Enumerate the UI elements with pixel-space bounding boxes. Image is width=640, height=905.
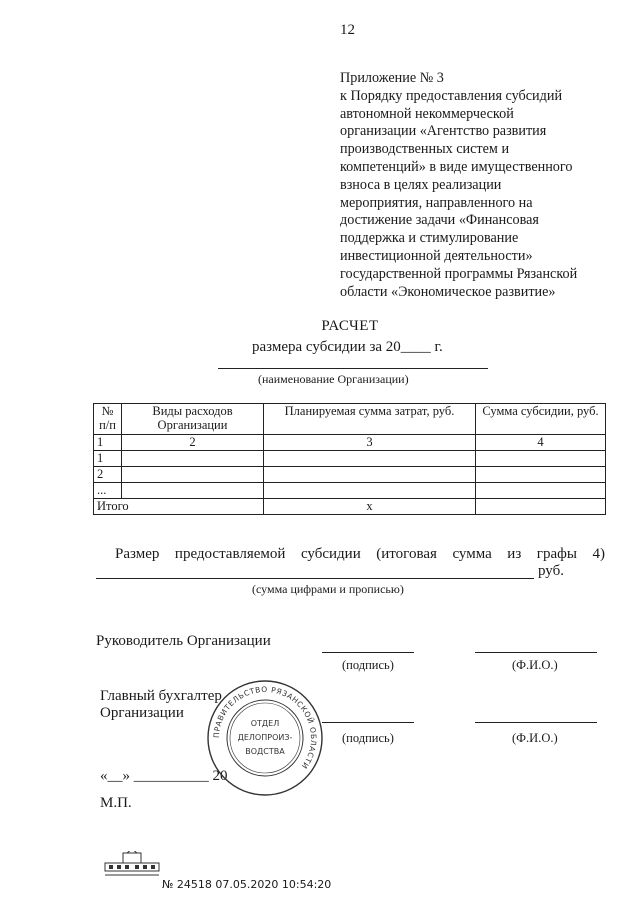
table-cell: 4 (476, 435, 606, 451)
chief-fio-caption: (Ф.И.О.) (512, 731, 558, 745)
chief-fio-line (475, 722, 597, 723)
table-cell (122, 483, 264, 499)
table-cell (264, 451, 476, 467)
appendix-line: Приложение № 3 (340, 70, 444, 86)
header-cell: Виды расходов Организации (122, 404, 264, 435)
sum-line (96, 578, 534, 579)
appendix-line: достижение задачи «Финансовая (340, 212, 539, 229)
head-signature-line (322, 652, 414, 653)
office-stamp (205, 678, 325, 798)
table-cell: ... (94, 483, 122, 499)
statement-word: субсидии (300, 546, 361, 562)
table-cell (476, 483, 606, 499)
appendix-line: к Порядку предоставления субсидий (340, 87, 563, 104)
appendix-line: поддержка и стимулирование (340, 230, 519, 247)
appendix-line: инвестиционной деятельности» (340, 247, 533, 264)
appendix-line: производственных систем и (340, 141, 510, 158)
chief-accountant-label: Главный бухгалтер (100, 688, 222, 704)
table-cell: 2 (122, 435, 264, 451)
table-total-row (94, 499, 606, 515)
table-cell (122, 451, 264, 467)
header-cell: Планируемая сумма затрат, руб. (264, 404, 476, 435)
table-cell (122, 467, 264, 483)
table-cell (264, 467, 476, 483)
appendix-line: взноса в целях реализации (340, 176, 502, 193)
chief-signature-line (322, 722, 414, 723)
total-label: Итого (94, 499, 264, 515)
sum-caption: (сумма цифрами и прописью) (252, 582, 404, 596)
header-cell: Сумма субсидии, руб. (476, 404, 606, 435)
statement-word: из (507, 546, 522, 562)
statement-word: сумма (452, 546, 492, 562)
statement-word: Размер (115, 546, 160, 562)
registration-footer: № 24518 07.05.2020 10:54:20 (162, 878, 332, 891)
document-title: РАСЧЕТ (321, 318, 379, 334)
table-header-row (94, 404, 606, 435)
seal-place: М.П. (100, 795, 132, 811)
document-subtitle: размера субсидии за 20____ г. (252, 339, 443, 355)
appendix-line: организации «Агентство развития (340, 123, 547, 140)
appendix-line: государственной программы Рязанской (340, 265, 578, 282)
stamp-ring-text: ПРАВИТЕЛЬСТВО РЯЗАНСКОЙ ОБЛАСТИ (211, 684, 319, 771)
chief-accountant-label-2: Организации (100, 705, 184, 721)
stamp-line: ДЕЛОПРОИЗ- (237, 733, 293, 742)
registry-logo-icon (103, 851, 161, 879)
table-cell: 3 (264, 435, 476, 451)
table-cell: 1 (94, 435, 122, 451)
total-value: х (264, 499, 476, 515)
rub-label: руб. (538, 563, 564, 579)
date-line: «__» __________ 20 (100, 768, 228, 784)
page-number: 12 (340, 22, 355, 38)
stamp-line: ОТДЕЛ (250, 719, 280, 728)
calculation-table (93, 403, 606, 515)
appendix-line: мероприятия, направленного на (340, 194, 533, 211)
statement-word: 4) (592, 546, 605, 562)
statement-word: (итоговая (376, 546, 437, 562)
table-row (94, 467, 606, 483)
table-cell: 1 (94, 451, 122, 467)
statement-word: графы (536, 546, 577, 562)
organization-caption: (наименование Организации) (258, 372, 409, 386)
subsidy-size-statement (115, 546, 605, 563)
table-cell (476, 499, 606, 515)
organization-name-line (218, 368, 488, 369)
head-fio-line (475, 652, 597, 653)
table-row (94, 435, 606, 451)
statement-word: предоставляемой (174, 546, 286, 562)
table-row (94, 451, 606, 467)
chief-signature-caption: (подпись) (342, 731, 394, 745)
table-cell (476, 451, 606, 467)
appendix-line: области «Экономическое развитие» (340, 283, 556, 300)
header-cell: № п/п (94, 404, 122, 435)
head-fio-caption: (Ф.И.О.) (512, 658, 558, 672)
appendix-heading (340, 70, 615, 301)
head-label: Руководитель Организации (96, 633, 271, 649)
table-cell: 2 (94, 467, 122, 483)
stamp-line: ВОДСТВА (245, 747, 285, 756)
appendix-line: компетенций» в виде имущественного (340, 158, 573, 175)
head-signature-caption: (подпись) (342, 658, 394, 672)
table-cell (476, 467, 606, 483)
table-cell (264, 483, 476, 499)
table-row (94, 483, 606, 499)
appendix-line: автономной некоммерческой (340, 105, 514, 122)
